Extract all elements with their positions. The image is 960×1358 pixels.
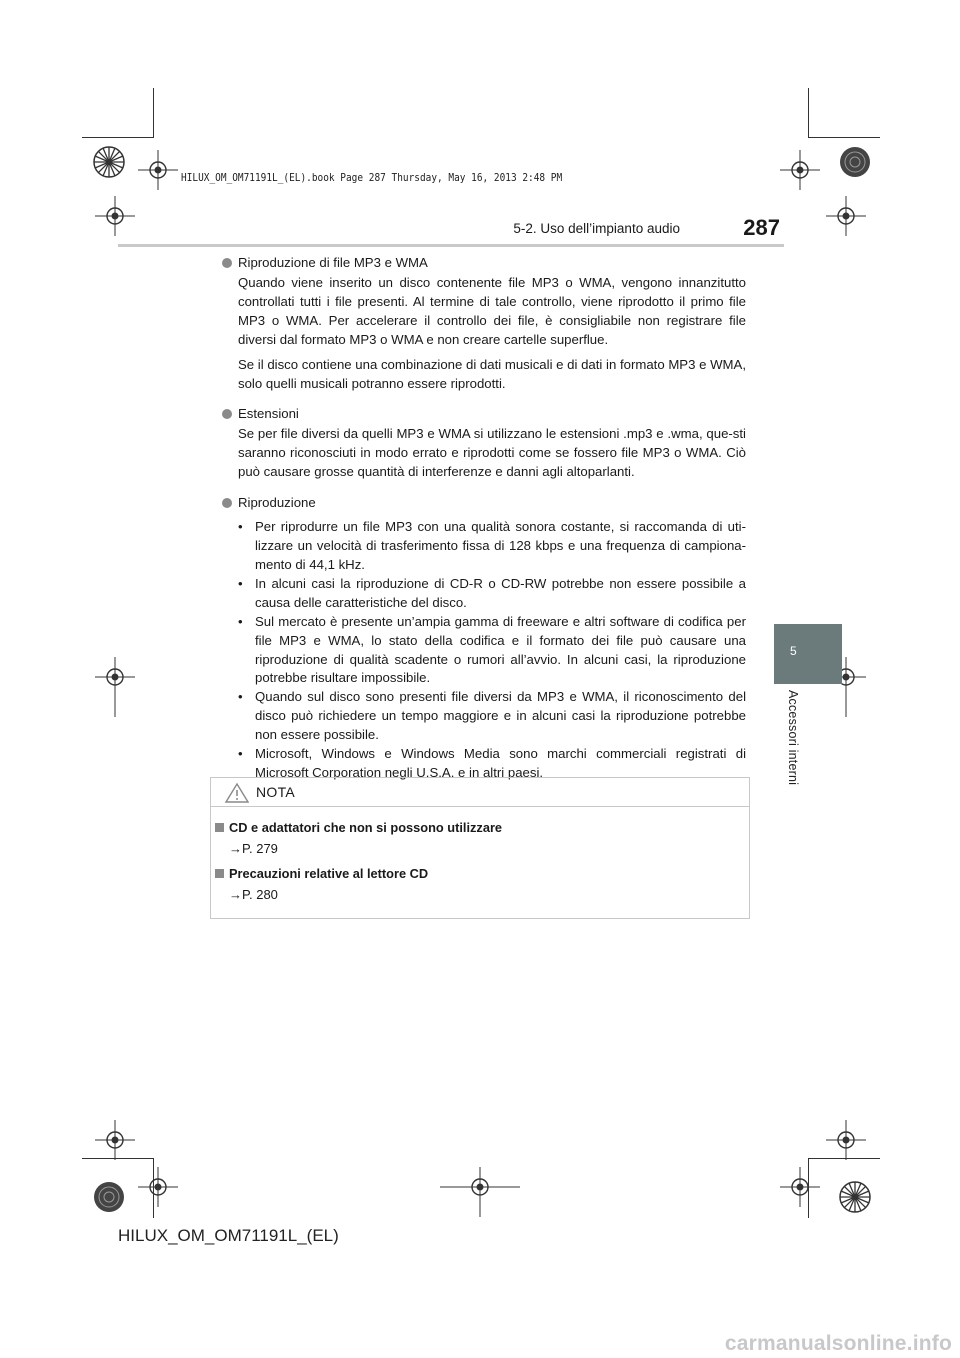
- registration-rose-icon: [92, 1180, 126, 1214]
- note-entry-title: CD e adattatori che non si possono utilizzare: [215, 818, 735, 838]
- registration-rose-icon: [838, 145, 872, 179]
- page-reference-link[interactable]: →P. 280: [229, 887, 278, 902]
- header-rule: [118, 244, 784, 247]
- crosshair-mark-icon: [138, 150, 178, 190]
- note-box: [210, 777, 750, 919]
- item-title: Estensioni: [222, 403, 746, 425]
- note-header: [211, 778, 749, 807]
- crosshair-mark-icon: [780, 150, 820, 190]
- page-reference-link[interactable]: →P. 279: [229, 841, 278, 856]
- item-title: Riproduzione di file MP3 e WMA: [222, 252, 746, 274]
- crosshair-mark-icon: [826, 1120, 866, 1160]
- crop-line: [808, 137, 880, 138]
- crop-line: [808, 88, 809, 138]
- crosshair-mark-icon: [95, 1120, 135, 1160]
- round-bullet-icon: [222, 409, 232, 419]
- list-item: • Microsoft, Windows e Windows Media sono marchi commerciali registrati di Microsoft Corporation negli U.S.A. e in altri paesi.: [238, 746, 746, 780]
- registration-rose-icon: [838, 1180, 872, 1214]
- note-title: NOTA: [256, 784, 296, 800]
- paragraph: Quando viene inserito un disco contenente file MP3 o WMA, vengono innanzitutto controllati tutti i file presenti. Al termine di tale controllo, viene riprodotto il primo file MP3 o WMA. Per accelerare il controllo dei file, è consigliabile non registrare file diversi dal formato MP3 o WMA e non creare cartelle superflue.: [238, 275, 746, 347]
- square-bullet-icon: [215, 869, 224, 878]
- crop-line: [153, 88, 154, 138]
- square-bullet-icon: [215, 823, 224, 832]
- round-bullet-icon: [222, 258, 232, 268]
- chapter-tab: [774, 624, 842, 684]
- paragraph: Se il disco contiene una combinazione di dati musicali e di dati in formato MP3 e WMA, solo quelli musicali potranno essere riprodotti.: [238, 356, 746, 391]
- paragraph: Se per file diversi da quelli MP3 e WMA si utilizzano le estensioni .mp3 e .wma, que-sti saranno riconosciuti in modo errato e riprodotti come se fossero file MP3 o WMA. Ciò può causare grosse quantità di interferenze e danni agli altoparlanti.: [238, 426, 746, 480]
- crosshair-mark-icon: [826, 196, 866, 236]
- list-item: • Quando sul disco sono presenti file diversi da MP3 e WMA, il riconoscimento del disco può richiedere un tempo maggiore e in alcuni casi la riproduzione potrebbe non essere possibile.: [238, 689, 746, 743]
- registration-rose-icon: [92, 145, 126, 179]
- dot-list: [238, 518, 746, 783]
- page-number: 287: [743, 215, 780, 240]
- list-item: • Per riprodurre un file MP3 con una qualità sonora costante, si raccomanda di uti-lizzare un velocità di trasferimento fissa di 128 kbps e una frequenza di campiona-mento di 44,1 kHz.: [238, 519, 746, 572]
- section-title: 5-2. Uso dell’impianto audio: [513, 221, 680, 236]
- list-item: • Sul mercato è presente un’ampia gamma di freeware e altri software di codifica per file MP3 e WMA, lo stato della codifica e il formato dei file può causare una riproduzione di qualità scadente o rumori all’avvio. In alcuni casi, la riproduzione potrebbe risultare impossibile.: [238, 613, 746, 686]
- chapter-tab-number: 5: [790, 644, 797, 658]
- watermark: carmanualsonline.info: [724, 1332, 952, 1355]
- note-body: [215, 818, 735, 910]
- crop-line: [82, 137, 154, 138]
- item-title: Riproduzione: [222, 492, 746, 514]
- round-bullet-icon: [222, 498, 232, 508]
- crosshair-mark-icon: [95, 657, 135, 717]
- list-item: • In alcuni casi la riproduzione di CD-R o CD-RW potrebbe non essere possibile a causa delle caratteristiche del disco.: [238, 575, 746, 610]
- book-file-stamp: HILUX_OM_OM71191L_(EL).book Page 287 Thursday, May 16, 2013 2:48 PM: [181, 172, 563, 184]
- warning-triangle-icon: [225, 783, 249, 808]
- crosshair-mark-icon: [440, 1167, 520, 1217]
- crosshair-mark-icon: [95, 196, 135, 236]
- chapter-tab-label: Accessori interni: [786, 690, 800, 786]
- manual-code: HILUX_OM_OM71191L_(EL): [118, 1226, 339, 1245]
- crosshair-mark-icon: [780, 1167, 820, 1207]
- crosshair-mark-icon: [138, 1167, 178, 1207]
- note-entry-title: Precauzioni relative al lettore CD: [215, 864, 735, 884]
- main-content: [222, 252, 746, 783]
